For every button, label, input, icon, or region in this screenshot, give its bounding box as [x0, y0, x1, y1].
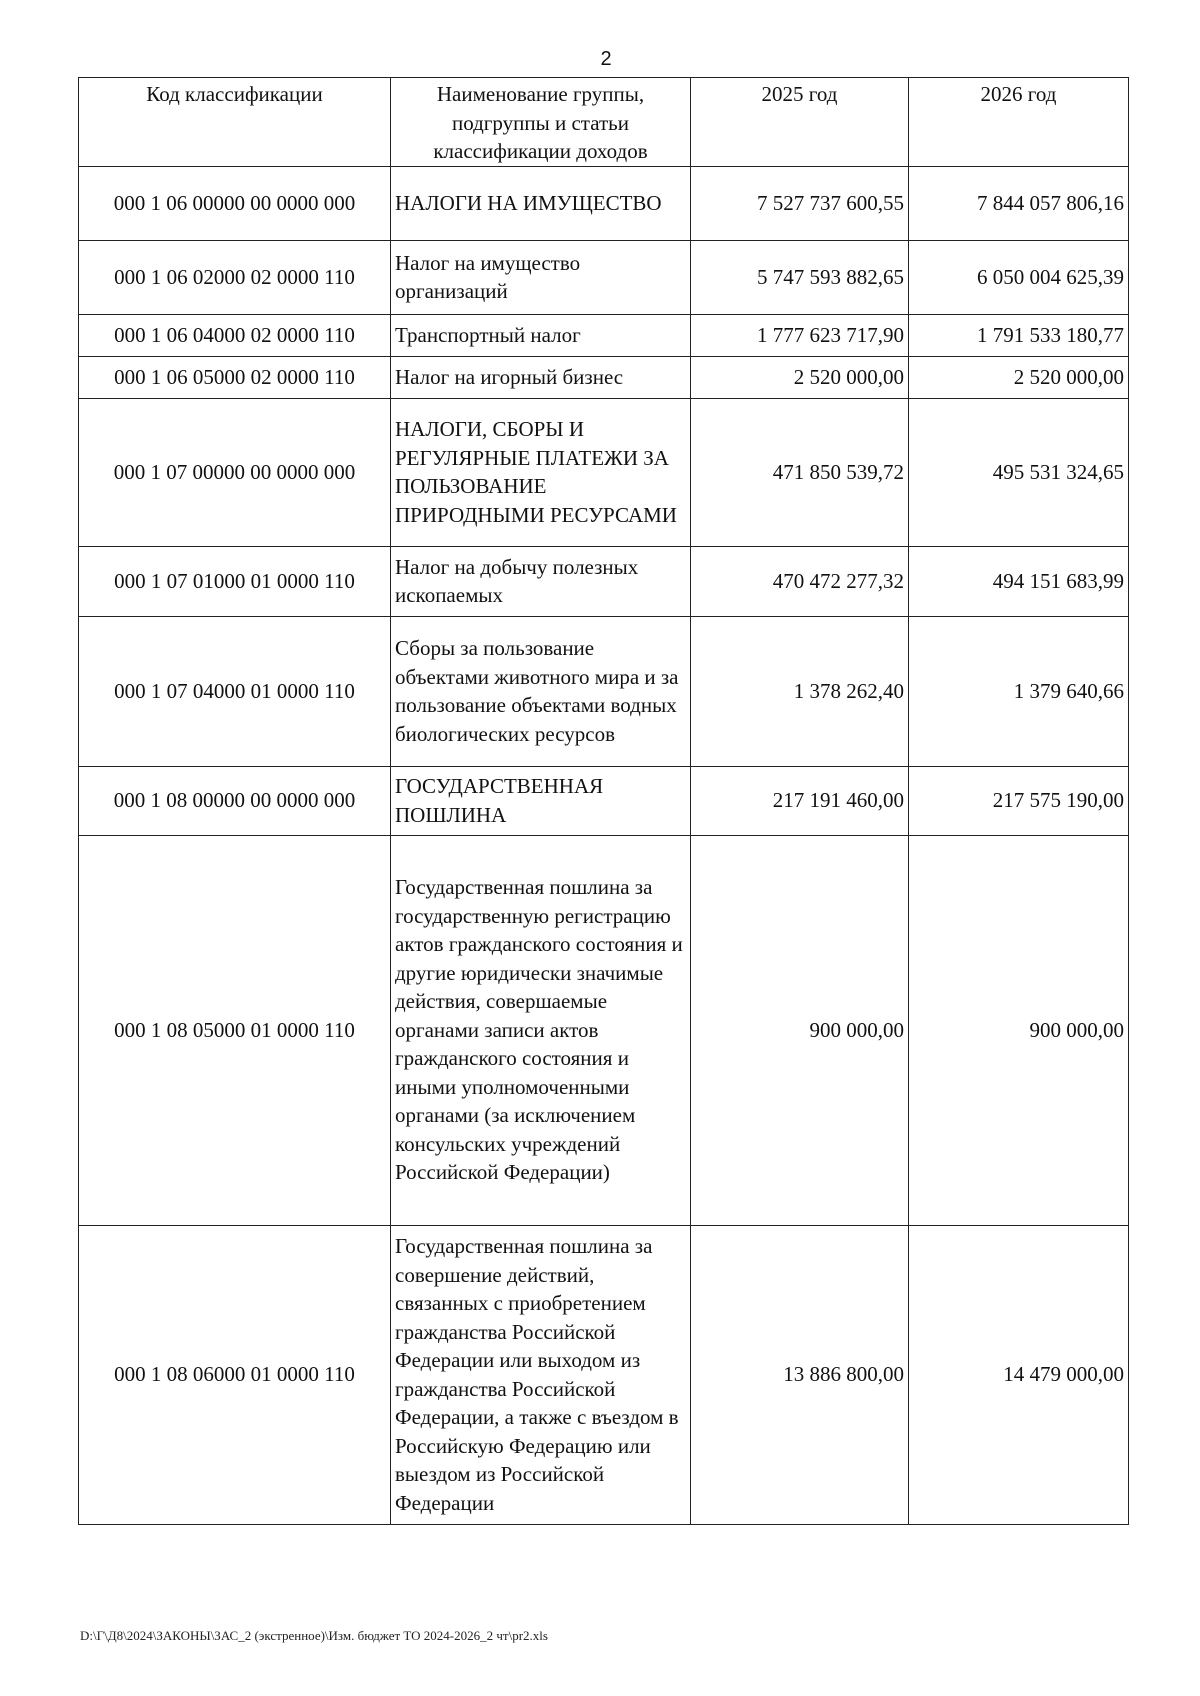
row-code: 000 1 08 06000 01 0000 110 — [79, 1225, 391, 1524]
row-value-2025: 217 191 460,00 — [691, 766, 909, 835]
row-value-2025: 5 747 593 882,65 — [691, 240, 909, 314]
table-row — [79, 616, 1129, 766]
row-value-2026: 6 050 004 625,39 — [909, 240, 1129, 314]
row-name: НАЛОГИ, СБОРЫ И РЕГУЛЯРНЫЕ ПЛАТЕЖИ ЗА ПОЛЬЗОВАНИЕ ПРИРОДНЫМИ РЕСУРСАМИ — [391, 398, 691, 546]
row-value-2026: 217 575 190,00 — [909, 766, 1129, 835]
row-value-2025: 7 527 737 600,55 — [691, 166, 909, 240]
row-name: Сборы за пользование объектами животного мира и за пользование объектами водных биологических ресурсов — [391, 616, 691, 766]
row-code: 000 1 07 01000 01 0000 110 — [79, 546, 391, 616]
row-value-2026: 495 531 324,65 — [909, 398, 1129, 546]
row-name: Государственная пошлина за совершение действий, связанных с приобретением гражданства Российской Федерации или выходом из гражданства Российской Федерации, а также с въездом в Российскую Федерацию или выездом из Российской Федерации — [391, 1225, 691, 1524]
page-number: 2 — [600, 48, 612, 70]
table-row — [79, 1225, 1129, 1524]
row-value-2025: 900 000,00 — [691, 835, 909, 1225]
row-code: 000 1 07 04000 01 0000 110 — [79, 616, 391, 766]
row-code: 000 1 08 05000 01 0000 110 — [79, 835, 391, 1225]
row-name: ГОСУДАРСТВЕННАЯ ПОШЛИНА — [391, 766, 691, 835]
table-row — [79, 546, 1129, 616]
table-row — [79, 240, 1129, 314]
header-2026: 2026 год — [909, 78, 1129, 167]
row-name: Налог на игорный бизнес — [391, 356, 691, 398]
row-value-2025: 471 850 539,72 — [691, 398, 909, 546]
table-row — [79, 766, 1129, 835]
row-value-2025: 1 378 262,40 — [691, 616, 909, 766]
row-code: 000 1 06 05000 02 0000 110 — [79, 356, 391, 398]
row-code: 000 1 06 02000 02 0000 110 — [79, 240, 391, 314]
row-name: Транспортный налог — [391, 314, 691, 356]
row-value-2026: 7 844 057 806,16 — [909, 166, 1129, 240]
header-code: Код классификации — [79, 78, 391, 167]
table-row — [79, 356, 1129, 398]
header-name: Наименование группы, подгруппы и статьи классификации доходов — [391, 78, 691, 167]
row-code: 000 1 06 00000 00 0000 000 — [79, 166, 391, 240]
row-name: НАЛОГИ НА ИМУЩЕСТВО — [391, 166, 691, 240]
row-value-2026: 2 520 000,00 — [909, 356, 1129, 398]
row-value-2025: 2 520 000,00 — [691, 356, 909, 398]
row-value-2026: 1 379 640,66 — [909, 616, 1129, 766]
row-code: 000 1 08 00000 00 0000 000 — [79, 766, 391, 835]
row-value-2026: 1 791 533 180,77 — [909, 314, 1129, 356]
row-code: 000 1 07 00000 00 0000 000 — [79, 398, 391, 546]
header-2025: 2025 год — [691, 78, 909, 167]
row-value-2026: 14 479 000,00 — [909, 1225, 1129, 1524]
row-name: Налог на имущество организаций — [391, 240, 691, 314]
table-row — [79, 835, 1129, 1225]
table-header-row — [79, 78, 1129, 167]
row-value-2025: 470 472 277,32 — [691, 546, 909, 616]
row-value-2025: 1 777 623 717,90 — [691, 314, 909, 356]
row-value-2026: 900 000,00 — [909, 835, 1129, 1225]
row-name: Налог на добычу полезных ископаемых — [391, 546, 691, 616]
revenue-table — [78, 77, 1129, 1525]
row-name: Государственная пошлина за государственную регистрацию актов гражданского состояния и другие юридически значимые действия, совершаемые органами записи актов гражданского состояния и иными уполномоченными органами (за исключением консульских учреждений Российской Федерации) — [391, 835, 691, 1225]
row-value-2026: 494 151 683,99 — [909, 546, 1129, 616]
table-row — [79, 398, 1129, 546]
row-value-2025: 13 886 800,00 — [691, 1225, 909, 1524]
row-code: 000 1 06 04000 02 0000 110 — [79, 314, 391, 356]
table-row — [79, 314, 1129, 356]
file-path-footer: D:\Г\Д8\2024\ЗАКОНЫ\ЗАС_2 (экстренное)\Изм. бюджет ТО 2024-2026_2 чт\pr2.xls — [80, 1628, 548, 1643]
table-row — [79, 166, 1129, 240]
